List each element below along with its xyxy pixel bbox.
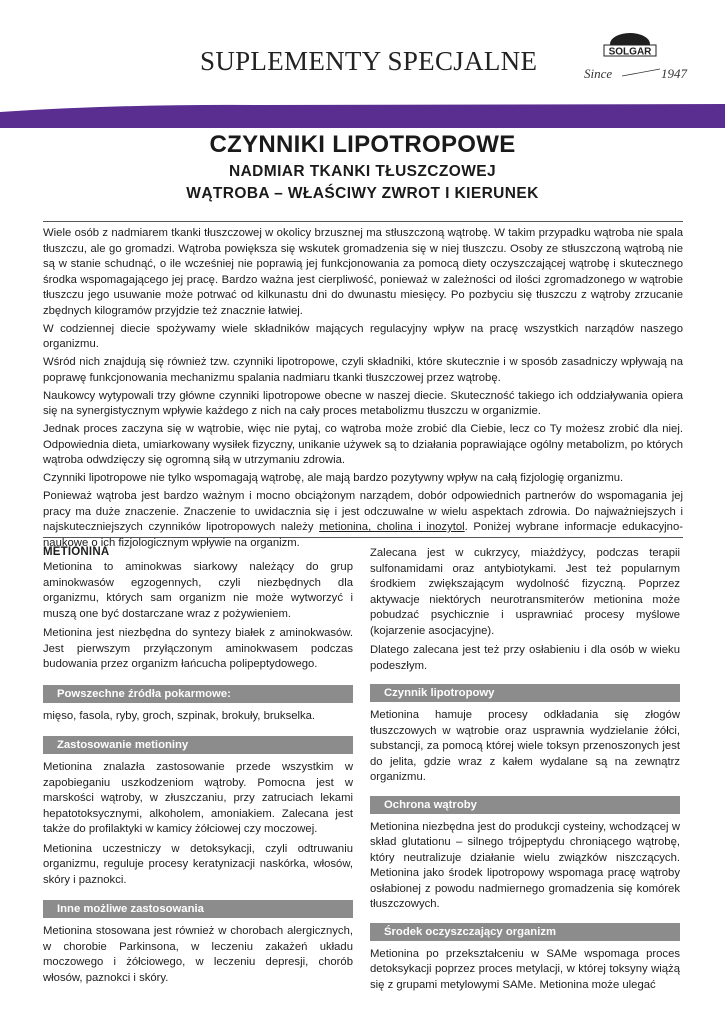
intro-paragraph: Wśród nich znajdują się również tzw. czynniki lipotropowe, czyli składniki, które skutecznie i w sposób zasadniczy wpływają na poprawę funkcjonowania mechanizmu spalania nadmiaru tkanki tłuszczowej przez wątrobę.: [43, 356, 683, 384]
header-band: [0, 102, 725, 128]
section-bar-food-sources: Powszechne źródła pokarmowe:: [43, 685, 353, 703]
paragraph: Dlatego zalecana jest też przy osłabieniu i dla osób w wieku podeszłym.: [370, 644, 680, 672]
paragraph: Metionina uczestniczy w detoksykacji, czyli odtruwaniu organizmu, reguluje procesy keratynizacji naskórka, włosów, skóry i paznokci.: [43, 842, 353, 886]
paragraph: Metionina po przekształceniu w SAMe wspomaga proces detoksykacji poprzez proces metylacji, w której toksyny wiążą się z grupami metylowymi SAMe. Metionina może ulegać: [370, 947, 680, 991]
intro-paragraph: Naukowcy wytypowali trzy główne czynniki lipotropowe obecne w naszej diecie. Skuteczność takiego ich oddziaływania opiera się na synergistycznym wpływie każdego z nich na cały proces metabolizmu tłuszczu w organizmie.: [43, 389, 683, 417]
section-bar-other-uses: Inne możliwe zastosowania: [43, 900, 353, 918]
subtitle-2: WĄTROBA – WŁAŚCIWY ZWROT I KIERUNEK: [186, 185, 539, 202]
intro-paragraph: W codziennej diecie spożywamy wiele składników mających regulacyjny wpływ na pracę wszystkich narządów naszego organizmu.: [43, 322, 683, 350]
middle-divider: [43, 537, 683, 538]
intro-section: [43, 226, 683, 554]
header-title: SUPLEMENTY SPECJALNE: [200, 46, 538, 76]
section-heading-metionina: METIONINA: [43, 546, 110, 558]
intro-text: . Poniżej wybrane informacje edukacyjno-naukowe o ich fizjologicznym wpływie na organizm.: [43, 521, 684, 549]
section-bar-lipotropic-factor: Czynnik lipotropowy: [370, 684, 680, 702]
paragraph: Metionina niezbędna jest do produkcji cysteiny, wchodzącej w skład glutationu – silnego trójpeptydu chroniącego wątrobę, który neutralizuje działanie wielu związków niszczących. Metionina jako środek lipotropowy wspomaga pracę wątroby osłabionej z powodu nadmiernego gromadzenia się komórek tłuszczowych.: [370, 820, 680, 910]
logo-brand: SOLGAR: [608, 46, 652, 58]
paragraph: mięso, fasola, ryby, groch, szpinak, brokuły, brukselka.: [43, 709, 316, 722]
intro-paragraph: [43, 489, 683, 551]
solgar-logo: [582, 30, 692, 86]
intro-text: Ponieważ wątroba jest bardzo ważnym i mocno obciążonym narządem, dobór odpowiednich partnerów do wspomagania jej pracy ma duże znaczenie. Znaczenie to uwidacznia się i jest odczuwalne w wielu aspektach zdrowia. Do najważniejszych i najskuteczniejszych czynników lipotropowych należy: [43, 490, 683, 533]
section-bar-cleansing-agent: Środek oczyszczający organizm: [370, 923, 680, 941]
logo-since: Since: [584, 66, 613, 81]
top-divider: [43, 221, 683, 222]
right-column: [370, 546, 680, 997]
intro-paragraph: Czynniki lipotropowe nie tylko wspomagają wątrobę, ale mają bardzo pozytywny wpływ na całą fizjologię organizmu.: [43, 472, 624, 484]
lipotropic-factors-link: metionina, cholina i inozytol: [319, 521, 465, 533]
paragraph: Metionina hamuje procesy odkładania się złogów tłuszczowych w wątrobie oraz usprawnia wydzielanie żółci, substancji, za pomocą której wiele toksyn przenoszonych jest do jelita, gdzie wraz z kałem wydalane są na zewnątrz organizmu.: [370, 709, 680, 783]
main-title: CZYNNIKI LIPOTROPOWE: [209, 131, 516, 158]
paragraph: Metionina to aminokwas siarkowy należący do grup aminokwasów egzogennych, czyli niezbędnych dla organizmu, których sam organizm nie może wytworzyć i muszą one być dostarczane wraz z pożywieniem.: [43, 561, 353, 620]
paragraph: Zalecana jest w cukrzycy, miażdżycy, podczas terapii sulfonamidami oraz antybiotykami. Jest też popularnym środkiem zwiększającym wydolność fizyczną. Poprzez aktywacje niektórych neurotransmiterów metionina może pobudzać psychicznie i usprawniać procesy myślowe (kojarzenie asocjacyjne).: [370, 547, 680, 637]
paragraph: Metionina stosowana jest również w chorobach alergicznych, w chorobie Parkinsona, w leczeniu zakażeń układu moczowego i żółciowego, w leczeniu depresji, chorób włosów, paznokci i skóry.: [43, 925, 353, 984]
subtitle-1: NADMIAR TKANKI TŁUSZCZOWEJ: [229, 163, 496, 180]
paragraph: Metionina znalazła zastosowanie przede wszystkim w zapobieganiu uszkodzeniom wątroby. Pomocna jest w marskości wątroby, w złuszczaniu, przy zatruciach lekami hepatotoksycznymi, alkoholem, amoniakiem. Zalecana jest także do profilaktyki w kamicy żółciowej czy moczowej.: [43, 761, 353, 835]
intro-paragraph: Jednak proces zaczyna się w wątrobie, więc nie pytaj, co wątroba może zrobić dla Ciebie, lecz co Ty możesz zrobić dla niej. Odpowiednia dieta, umiarkowany wysiłek fizyczny, unikanie używek są to działania poprawiające ogólny metabolizm, po których wątroba odwdzięczy się ogromną siłą w utrzymaniu zdrowia.: [43, 423, 683, 466]
logo-year: 1947: [661, 66, 687, 81]
paragraph: Metionina jest niezbędna do syntezy białek z aminokwasów. Jest pierwszym przyłączonym aminokwasem podczas budowania przez organizm łańcucha polipeptydowego.: [43, 627, 353, 670]
section-bar-applications: Zastosowanie metioniny: [43, 736, 353, 754]
left-column: [43, 546, 353, 990]
intro-paragraph: Wiele osób z nadmiarem tkanki tłuszczowej w okolicy brzusznej ma stłuszczoną wątrobę. W takim przypadku wątroba nie spala tłuszczu, ale go gromadzi. Wątroba powiększa się wskutek gromadzenia się w niej tłuszczu. Osoby ze stłuszczoną wątrobą nie są w stanie schudnąć, o ile wcześniej nie poprawią jej funkcjonowania za pomocą diety oczyszczającej wątrobę i skutecznego środka wspomagającego jej pracę. Bardzo ważna jest cierpliwość, ponieważ w zależności od ilości zgromadzonego w wątrobie tłuszczu jego usuwanie może potrwać od kilkunastu dni do dwunastu miesięcy. Po pozbyciu się tłuszczu z wątroby zrzucanie zbędnych kilogramów przyjdzie też znacznie łatwiej.: [43, 227, 683, 317]
section-bar-liver-protection: Ochrona wątroby: [370, 796, 680, 814]
